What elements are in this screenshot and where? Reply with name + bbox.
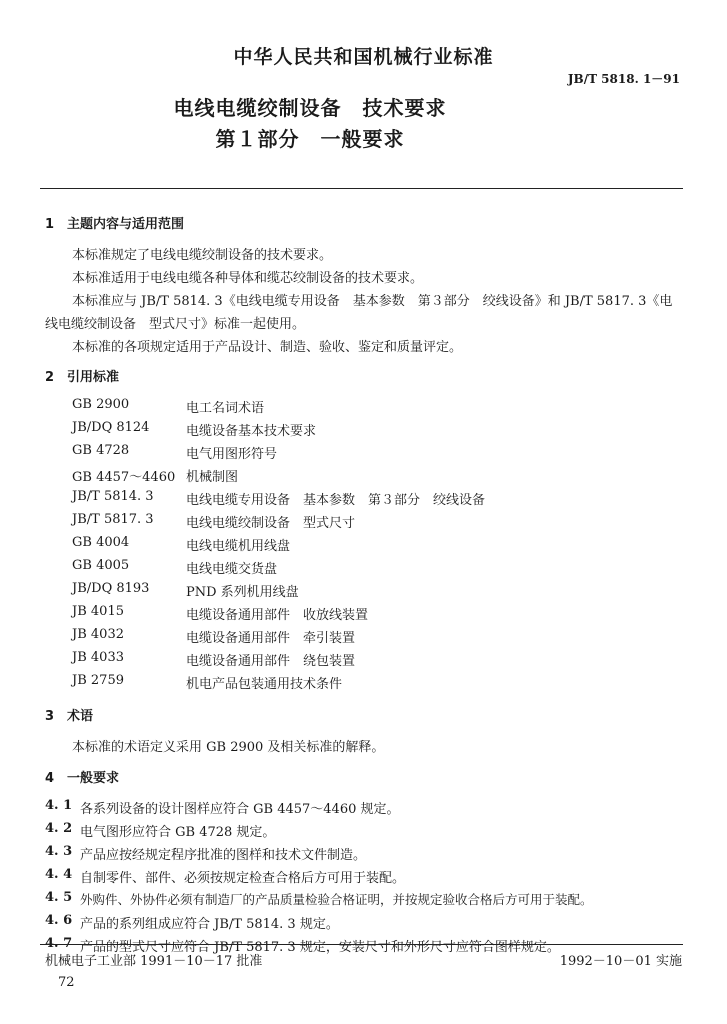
paragraph: 本标准的各项规定适用于产品设计、制造、验收、鉴定和质量评定。 — [72, 340, 463, 355]
ref-code: GB 4728 — [72, 443, 130, 458]
clause-number: 4. 4 — [45, 867, 73, 882]
ref-name: 电线电缆交货盘 — [186, 562, 278, 577]
section-3-heading — [45, 705, 93, 724]
ref-code: JB 2759 — [72, 673, 124, 688]
paragraph: 本标准适用于电线电缆各种导体和缆芯绞制设备的技术要求。 — [72, 271, 424, 286]
clause-number: 4. 2 — [45, 821, 73, 836]
clause-text: 产品的型式尺寸应符合 JB/T 5817. 3 规定，安装尺寸和外形尺寸应符合图样规定。 — [80, 940, 560, 955]
clause-text: 产品应按经规定程序批准的图样和技术文件制造。 — [80, 848, 367, 863]
section-title: 术语 — [67, 709, 94, 724]
approval-date: 机械电子工业部 1991－10－17 批准 — [45, 954, 263, 969]
ref-code: GB 2900 — [72, 397, 130, 412]
clause-text: 外购件、外协件必须有制造厂的产品质量检验合格证明，并按规定验收合格后方可用于装配。 — [80, 892, 593, 907]
ref-code: JB 4033 — [72, 650, 124, 665]
ref-name: 电缆设备通用部件 收放线装置 — [186, 608, 369, 623]
clause-number: 4. 3 — [45, 844, 73, 859]
section-number: 4 — [45, 771, 55, 786]
ref-name: 电线电缆绞制设备 型式尺寸 — [186, 516, 356, 531]
issuing-organization: 中华人民共和国机械行业标准 — [233, 46, 494, 68]
clause-text: 电气图形应符合 GB 4728 规定。 — [80, 825, 276, 840]
ref-code: GB 4005 — [72, 558, 130, 573]
standard-code: JB/T 5818. 1－91 — [567, 72, 680, 86]
ref-code: JB 4032 — [72, 627, 124, 642]
clause-number: 4. 6 — [45, 913, 73, 928]
ref-code: JB/T 5817. 3 — [72, 512, 154, 527]
ref-name: 电缆设备基本技术要求 — [186, 424, 317, 439]
footer-divider — [40, 944, 683, 945]
ref-code: JB/DQ 8193 — [72, 581, 150, 596]
ref-code: GB 4004 — [72, 535, 130, 550]
ref-name: 电线电缆专用设备 基本参数 第３部分 绞线设备 — [186, 493, 486, 508]
header-divider — [40, 188, 683, 189]
clause-number: 4. 7 — [45, 936, 73, 951]
section-title: 引用标准 — [67, 370, 120, 385]
section-1-heading — [45, 213, 184, 232]
clause-text: 产品的系列组成应符合 JB/T 5814. 3 规定。 — [80, 917, 339, 932]
ref-name: 电气用图形符号 — [186, 447, 278, 462]
ref-name: 机电产品包装通用技术条件 — [186, 677, 343, 692]
ref-code: JB/T 5814. 3 — [72, 489, 154, 504]
paragraph: 本标准的术语定义采用 GB 2900 及相关标准的解释。 — [72, 740, 385, 755]
ref-name: 电工名词术语 — [186, 401, 265, 416]
ref-code: JB 4015 — [72, 604, 124, 619]
page-number: 72 — [58, 975, 75, 990]
section-number: 1 — [45, 217, 55, 232]
paragraph: 本标准应与 JB/T 5814. 3《电线电缆专用设备 基本参数 第３部分 绞线设备》和 JB/T 5817. 3《电 — [72, 294, 673, 309]
section-title: 一般要求 — [67, 771, 120, 786]
implementation-date: 1992－10－01 实施 — [559, 954, 682, 969]
paragraph-continuation: 线电缆绞制设备 型式尺寸》标准一起使用。 — [45, 317, 306, 332]
ref-name: 电缆设备通用部件 牵引装置 — [186, 631, 356, 646]
clause-number: 4. 5 — [45, 890, 73, 905]
document-title-line2: 第１部分 一般要求 — [215, 127, 405, 151]
section-number: 3 — [45, 709, 55, 724]
document-title-line1: 电线电缆绞制设备 技术要求 — [173, 96, 447, 120]
clause-number: 4. 1 — [45, 798, 73, 813]
ref-name: PND 系列机用线盘 — [186, 585, 299, 600]
section-4-heading — [45, 767, 119, 786]
section-2-heading — [45, 366, 119, 385]
clause-text: 各系列设备的设计图样应符合 GB 4457～4460 规定。 — [80, 802, 400, 817]
ref-code: JB/DQ 8124 — [72, 420, 150, 435]
clause-text: 自制零件、部件、必须按规定检查合格后方可用于装配。 — [80, 871, 406, 886]
section-title: 主题内容与适用范围 — [67, 217, 185, 232]
ref-code: GB 4457～4460 — [72, 470, 176, 485]
ref-name: 电线电缆机用线盘 — [186, 539, 291, 554]
ref-name: 机械制图 — [186, 470, 239, 485]
section-number: 2 — [45, 370, 55, 385]
ref-name: 电缆设备通用部件 绕包装置 — [186, 654, 356, 669]
paragraph: 本标准规定了电线电缆绞制设备的技术要求。 — [72, 248, 333, 263]
